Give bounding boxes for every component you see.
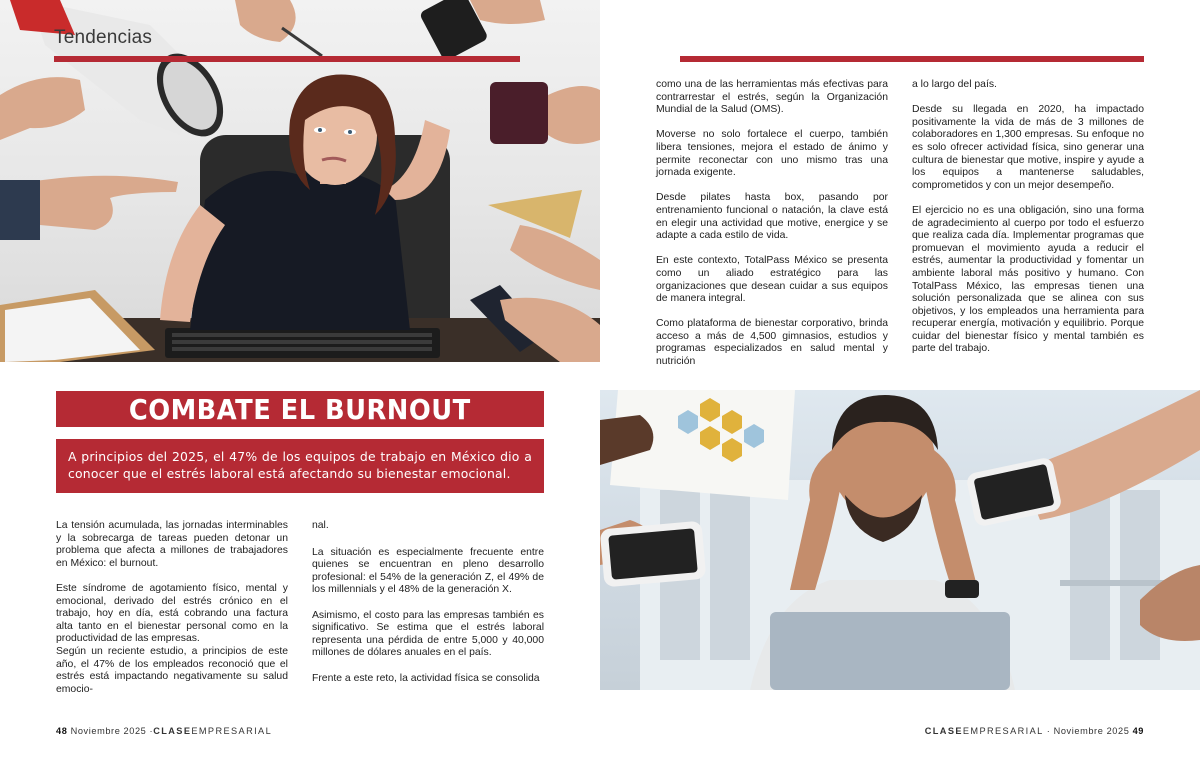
footer-brand-bold-left: CLASE: [153, 726, 192, 736]
text-column-4: [912, 79, 1144, 369]
paragraph: La situación es especialmente frecuente entre quienes se encuentran en pleno desarrollo profesional: el 54% de la generación Z, el 49% de los millennials y el 48% de la generación X.: [312, 546, 544, 596]
page-number-right: 49: [1132, 726, 1144, 736]
article-title-bar: [56, 391, 544, 427]
paragraph: Desde pilates hasta box, pasando por entrenamiento funcional o natación, la clave está en elegir una actividad que motive, energice y se adapte a cada estilo de vida.: [656, 192, 888, 242]
paragraph: Moverse no solo fortalece el cuerpo, también libera tensiones, mejora el estado de ánimo y permite reconectar con uno mismo tras una jornada exigente.: [656, 129, 888, 179]
paragraph: Este síndrome de agotamiento físico, mental y emocional, derivado del estrés crónico en el trabajo, hoy en día, está cobrando una factura alta tanto en el bienestar personal como en la productividad de las empresas.: [56, 582, 288, 645]
photo-illustration-top: [0, 0, 600, 362]
paragraph: La tensión acumulada, las jornadas interminables y la sobrecarga de tareas pueden detonar un problema que afecta a millones de trabajadores en México: el burnout.: [56, 520, 288, 569]
footer-right: [925, 726, 1144, 736]
paragraph: Como plataforma de bienestar corporativo, brinda acceso a más de 4,500 gimnasios, estudios y programas especializados en salud mental y nutrición: [656, 318, 888, 368]
paragraph: como una de las herramientas más efectivas para contrarrestar el estrés, según la Organización Mundial de la Salud (OMS).: [656, 79, 888, 116]
text-column-3: [656, 79, 888, 381]
page-number-left: 48: [56, 726, 68, 736]
text-column-2: [312, 520, 544, 698]
paragraph: Según un reciente estudio, a principios de este año, el 47% de los empleados reconoció que el estrés está impactando negativamente su salud emocio-: [56, 645, 288, 695]
paragraph: Desde su llegada en 2020, ha impactado positivamente la vida de más de 3 millones de colaboradores en 1,300 empresas. Su enfoque no es solo ofrecer actividad física, sino generar una cultura de bienestar que motive, inspire y ayude a los equipos a mantenerse saludables, comprometidos y con un mejor desempeño.: [912, 104, 1144, 191]
section-tag: Tendencias: [54, 27, 153, 48]
text-column-1: [56, 520, 288, 709]
photo-stressed-man: [600, 390, 1200, 690]
header-rule-right: [680, 56, 1144, 62]
lead-text: A principios del 2025, el 47% de los equipos de trabajo en México dio a conocer que el estrés laboral está afectando su bienestar emocional.: [68, 449, 532, 481]
footer-left: [56, 726, 272, 736]
lead-box: [56, 439, 544, 493]
photo-illustration-bottom: [600, 390, 1200, 690]
paragraph: En este contexto, TotalPass México se presenta como un aliado estratégico para las organizaciones que desean cuidar a sus equipos de manera integral.: [656, 255, 888, 305]
header-rule-left: [54, 56, 520, 62]
paragraph: nal.: [312, 520, 329, 531]
footer-brand-light-right: EMPRESARIAL: [962, 726, 1044, 736]
photo-stressed-woman: [0, 0, 600, 362]
footer-brand-light-left: EMPRESARIAL: [191, 726, 273, 736]
paragraph: a lo largo del país.: [912, 79, 997, 90]
article-title: COMBATE EL BURNOUT: [129, 392, 471, 426]
paragraph: Frente a este reto, la actividad física se consolida: [312, 672, 540, 684]
paragraph: Asimismo, el costo para las empresas también es significativo. Se estima que el estrés laboral representa una pérdida de entre 5,000 y 40,000 millones de dólares anuales en el país.: [312, 609, 544, 659]
paragraph: El ejercicio no es una obligación, sino una forma de agradecimiento al cuerpo por todo el esfuerzo que realiza cada día. Implementar programas que promuevan el movimiento ayuda a reducir el estrés, aumentar la productividad y fomentar un ambiente laboral más positivo y humano. Con TotalPass México, las empresas tienen una solución personalizada que se alinea con sus objetivos, y los empleados una herramienta para recuperar energía, motivación y equilibrio. Porque cuidar del bienestar físico y mental también es parte del trabajo.: [912, 204, 1144, 355]
footer-date-right: · Noviembre 2025: [1046, 726, 1130, 736]
footer-date-left: Noviembre 2025 ·: [70, 726, 154, 736]
footer-brand-bold-right: CLASE: [924, 726, 963, 736]
